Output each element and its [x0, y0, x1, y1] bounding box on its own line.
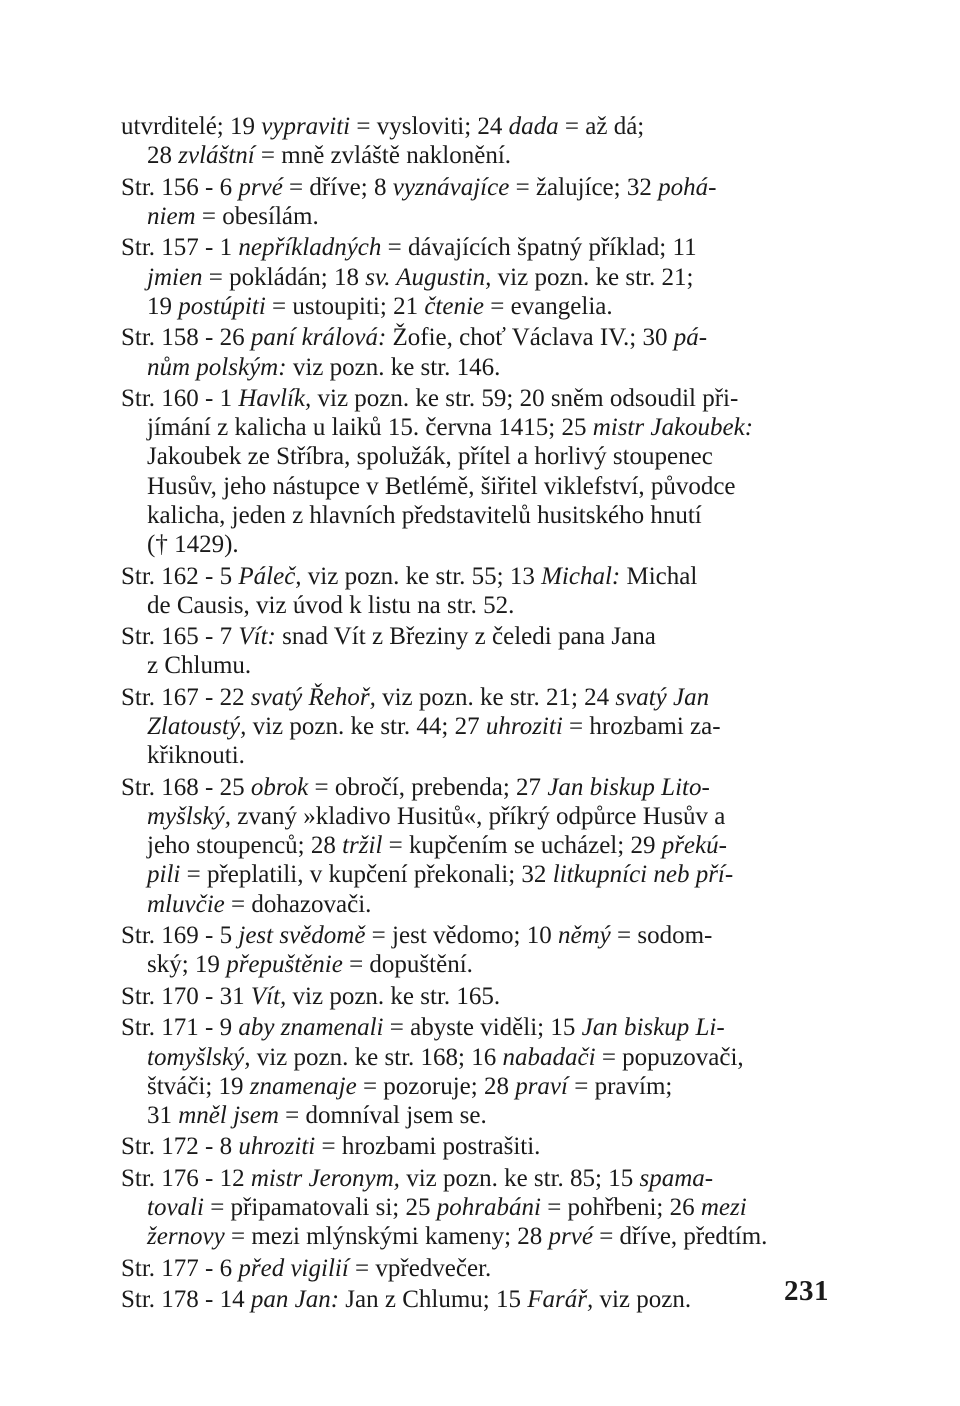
- glossed-term: Jan biskup Li-: [581, 1014, 725, 1042]
- gloss-text: viz pozn. ke str. 85; 15: [399, 1164, 640, 1192]
- gloss-text: = pokládán; 18: [202, 263, 366, 291]
- text-line: [121, 712, 832, 741]
- gloss-text: = dopuštění.: [342, 951, 473, 979]
- page-number: 231: [784, 1275, 829, 1307]
- note-entry: [121, 562, 832, 620]
- text-line: [121, 292, 832, 321]
- glossed-term: vyznávajíce: [392, 173, 510, 201]
- glossed-term: litkupníci neb pří-: [552, 861, 734, 889]
- gloss-text: 28: [147, 142, 179, 170]
- glossed-term: mluvčie: [147, 890, 225, 918]
- gloss-text: viz pozn. ke str. 55; 13: [301, 562, 542, 590]
- text-line: [121, 202, 832, 231]
- gloss-text: = mezi mlýnskými kameny; 28: [224, 1223, 549, 1251]
- gloss-text: Str. 165 - 7: [121, 623, 239, 651]
- text-line: [121, 173, 832, 202]
- glossed-term: prvé: [238, 173, 283, 201]
- text-line: [121, 141, 832, 170]
- gloss-text: Str. 168 - 25: [121, 773, 251, 801]
- gloss-text: křiknouti.: [147, 742, 245, 770]
- gloss-text: viz pozn. ke str. 59; 20 sněm odsoudil při-: [311, 385, 739, 413]
- gloss-text: Str. 172 - 8: [121, 1133, 239, 1161]
- gloss-text: Jan z Chlumu; 15: [339, 1286, 528, 1314]
- glossed-term: spama-: [639, 1164, 714, 1192]
- glossed-term: tovali: [147, 1194, 204, 1222]
- gloss-text: = evangelia.: [484, 292, 613, 320]
- glossed-term: uhroziti: [485, 713, 563, 741]
- glossed-term: svatý Jan: [615, 683, 710, 711]
- glossed-term: niem: [147, 202, 196, 230]
- gloss-text: viz pozn.: [593, 1286, 692, 1314]
- text-line: [121, 413, 832, 442]
- note-entry: [121, 773, 832, 919]
- gloss-text: = pohřbeni; 26: [540, 1194, 701, 1222]
- text-line: [121, 651, 832, 680]
- gloss-text: Husův, jeho nástupce v Betlémě, šiřitel viklefství, původce: [147, 472, 736, 500]
- gloss-text: Str. 160 - 1: [121, 385, 239, 413]
- text-line: [121, 802, 832, 831]
- gloss-text: kalicha, jeden z hlavních představitelů husitského hnutí: [147, 501, 702, 529]
- text-line: [121, 831, 832, 860]
- gloss-text: Str. 162 - 5: [121, 562, 239, 590]
- note-entry: [121, 982, 832, 1011]
- glossed-term: před vigilií: [238, 1254, 349, 1282]
- glossed-term: mistr Jakoubek:: [592, 414, 754, 442]
- glossed-term: praví: [515, 1072, 568, 1100]
- gloss-text: viz pozn. ke str. 165.: [286, 982, 501, 1010]
- glossed-term: žernovy: [147, 1223, 225, 1251]
- text-line: [121, 353, 832, 382]
- glossed-term: pá-: [673, 324, 708, 352]
- note-entry: [121, 1132, 832, 1161]
- text-line: [121, 921, 832, 950]
- gloss-text: = vpředvečer.: [348, 1254, 492, 1282]
- gloss-text: 31: [147, 1101, 179, 1129]
- glossed-term: Vít:: [238, 623, 276, 651]
- glossed-term: pan Jan:: [250, 1286, 340, 1314]
- glossed-term: pili: [147, 861, 181, 889]
- gloss-text: viz pozn. ke str. 146.: [286, 353, 501, 381]
- gloss-text: Str. 156 - 6: [121, 173, 239, 201]
- text-line: [121, 562, 832, 591]
- text-line: [121, 442, 832, 471]
- gloss-text: viz pozn. ke str. 168; 16: [250, 1043, 503, 1071]
- gloss-text: = mně zvláště naklonění.: [254, 142, 512, 170]
- glossed-term: nepříkladných: [238, 234, 382, 262]
- glossed-term: Zlatoustý,: [147, 713, 247, 741]
- text-line: [121, 890, 832, 919]
- gloss-text: Str. 157 - 1: [121, 234, 239, 262]
- gloss-text: Str. 178 - 14: [121, 1286, 251, 1314]
- gloss-text: Jakoubek ze Stříbra, spolužák, přítel a horlivý stoupenec: [147, 443, 713, 471]
- gloss-text: Str. 177 - 6: [121, 1254, 239, 1282]
- note-entry: [121, 112, 832, 170]
- gloss-text: viz pozn. ke str. 21; 24: [375, 683, 616, 711]
- glossed-term: mněl jsem: [178, 1101, 279, 1129]
- gloss-text: Str. 158 - 26: [121, 324, 251, 352]
- gloss-text: snad Vít z Březiny z čeledi pana Jana: [275, 623, 656, 651]
- glossed-term: vypraviti: [261, 113, 351, 140]
- glossed-term: paní králová:: [250, 324, 387, 352]
- gloss-text: = přeplatili, v kupčení překonali; 32: [180, 861, 553, 889]
- text-line: [121, 263, 832, 292]
- gloss-text: = žalujíce; 32: [509, 173, 659, 201]
- glossed-term: přepuštěnie: [226, 951, 343, 979]
- glossed-term: nabadači: [502, 1043, 596, 1071]
- gloss-text: = jest vědomo; 10: [365, 922, 558, 950]
- gloss-text: = hrozbami postrašiti.: [315, 1133, 541, 1161]
- glossed-term: tržil: [342, 832, 383, 860]
- gloss-text: = dříve, předtím.: [592, 1223, 768, 1251]
- gloss-text: = připamatovali si; 25: [203, 1194, 437, 1222]
- text-line: [121, 1285, 832, 1314]
- text-line: [121, 1013, 832, 1042]
- text-line: [121, 501, 832, 530]
- glossed-term: svatý Řehoř,: [250, 683, 376, 711]
- gloss-text: = kupčením se ucházel; 29: [382, 832, 662, 860]
- gloss-text: jímání z kalicha u laiků 15. června 1415; 25: [147, 414, 593, 442]
- glossed-term: Farář,: [527, 1286, 594, 1314]
- note-entry: [121, 622, 832, 680]
- gloss-text: = dávajících špatný příklad; 11: [381, 234, 697, 262]
- text-line: [121, 1254, 832, 1283]
- text-line: [121, 950, 832, 979]
- glossed-term: prvé: [548, 1223, 593, 1251]
- gloss-text: štváči; 19: [147, 1072, 250, 1100]
- gloss-text: Str. 167 - 22: [121, 683, 251, 711]
- note-entry: [121, 173, 832, 231]
- glossed-term: pohá-: [658, 173, 717, 201]
- gloss-text: Žofie, choť Václava IV.; 30: [386, 324, 674, 352]
- gloss-text: Str. 169 - 5: [121, 922, 239, 950]
- gloss-text: = abyste viděli; 15: [383, 1014, 582, 1042]
- gloss-text: jeho stoupenců; 28: [147, 832, 343, 860]
- gloss-text: z Chlumu.: [147, 652, 252, 680]
- glossed-term: nům polským:: [147, 353, 287, 381]
- text-line: [121, 1101, 832, 1130]
- gloss-text: utvrditelé; 19: [121, 113, 262, 140]
- text-line: [121, 860, 832, 889]
- gloss-text: viz pozn. ke str. 21;: [491, 263, 694, 291]
- gloss-text: de Causis, viz úvod k listu na str. 52.: [147, 591, 515, 619]
- glossed-term: Michal:: [541, 562, 621, 590]
- gloss-text: Str. 170 - 31: [121, 982, 251, 1010]
- gloss-text: = pozoruje; 28: [356, 1072, 516, 1100]
- gloss-text: = pravím;: [567, 1072, 673, 1100]
- text-line: [121, 472, 832, 501]
- text-line: [121, 530, 832, 559]
- glossed-term: mezi: [700, 1194, 747, 1222]
- glossed-term: zvláštní: [178, 142, 255, 170]
- gloss-text: = popuzovači,: [595, 1043, 744, 1071]
- note-entry: [121, 384, 832, 559]
- glossed-term: aby znamenali: [238, 1014, 384, 1042]
- gloss-text: († 1429).: [147, 531, 239, 559]
- glossed-term: Páleč,: [238, 562, 302, 590]
- gloss-text: = dohazovači.: [224, 890, 372, 918]
- glossed-term: uhroziti: [238, 1133, 316, 1161]
- text-line: [121, 591, 832, 620]
- glossed-term: znamenaje: [249, 1072, 357, 1100]
- glossed-term: jmien: [147, 263, 203, 291]
- text-line: [121, 773, 832, 802]
- gloss-text: = domníval jsem se.: [278, 1101, 487, 1129]
- text-line: [121, 683, 832, 712]
- text-line: [121, 233, 832, 262]
- text-line: [121, 384, 832, 413]
- text-line: [121, 1043, 832, 1072]
- text-line: [121, 1193, 832, 1222]
- glossed-term: myšlský,: [147, 803, 231, 831]
- text-line: [121, 1222, 832, 1251]
- note-entry: [121, 323, 832, 381]
- glossed-term: tomyšlský,: [147, 1043, 251, 1071]
- gloss-text: = obročí, prebenda; 27: [308, 773, 548, 801]
- gloss-text: Michal: [620, 562, 698, 590]
- glossed-term: sv. Augustin,: [365, 263, 492, 291]
- glossed-term: Jan biskup Lito-: [547, 773, 710, 801]
- gloss-text: = sodom-: [610, 922, 713, 950]
- note-entry: [121, 683, 832, 771]
- note-entry: [121, 1013, 832, 1130]
- glossed-term: obrok: [250, 773, 309, 801]
- glossed-term: Vít,: [250, 982, 287, 1010]
- text-line: [121, 741, 832, 770]
- gloss-text: = dříve; 8: [282, 173, 393, 201]
- glossed-term: Havlík,: [238, 385, 312, 413]
- note-entry: [121, 233, 832, 321]
- text-line: [121, 112, 832, 141]
- glossed-term: čtenie: [424, 292, 485, 320]
- gloss-text: = obesílám.: [195, 202, 319, 230]
- note-entry: [121, 1285, 832, 1314]
- gloss-text: = vysloviti; 24: [350, 113, 509, 140]
- glossed-term: jest svědomě: [238, 922, 366, 950]
- glossed-term: mistr Jeronym,: [250, 1164, 400, 1192]
- text-line: [121, 1132, 832, 1161]
- text-line: [121, 1072, 832, 1101]
- text-line: [121, 622, 832, 651]
- gloss-text: viz pozn. ke str. 44; 27: [246, 713, 486, 741]
- gloss-text: 19: [147, 292, 179, 320]
- glossed-term: postúpiti: [178, 292, 266, 320]
- glossary-notes: [121, 112, 832, 1317]
- note-entry: [121, 1254, 832, 1283]
- note-entry: [121, 1164, 832, 1252]
- glossed-term: překú-: [661, 832, 727, 860]
- gloss-text: zvaný »kladivo Husitů«, příkrý odpůrce Husův a: [231, 803, 726, 831]
- text-line: [121, 1164, 832, 1193]
- gloss-text: = hrozbami za-: [562, 713, 721, 741]
- gloss-text: Str. 171 - 9: [121, 1014, 239, 1042]
- gloss-text: ský; 19: [147, 951, 227, 979]
- gloss-text: = až dá;: [558, 113, 645, 140]
- glossed-term: němý: [557, 922, 611, 950]
- glossed-term: dada: [508, 113, 559, 140]
- note-entry: [121, 921, 832, 979]
- gloss-text: = ustoupiti; 21: [265, 292, 425, 320]
- text-line: [121, 982, 832, 1011]
- text-line: [121, 323, 832, 352]
- gloss-text: Str. 176 - 12: [121, 1164, 251, 1192]
- glossed-term: pohrabáni: [436, 1194, 541, 1222]
